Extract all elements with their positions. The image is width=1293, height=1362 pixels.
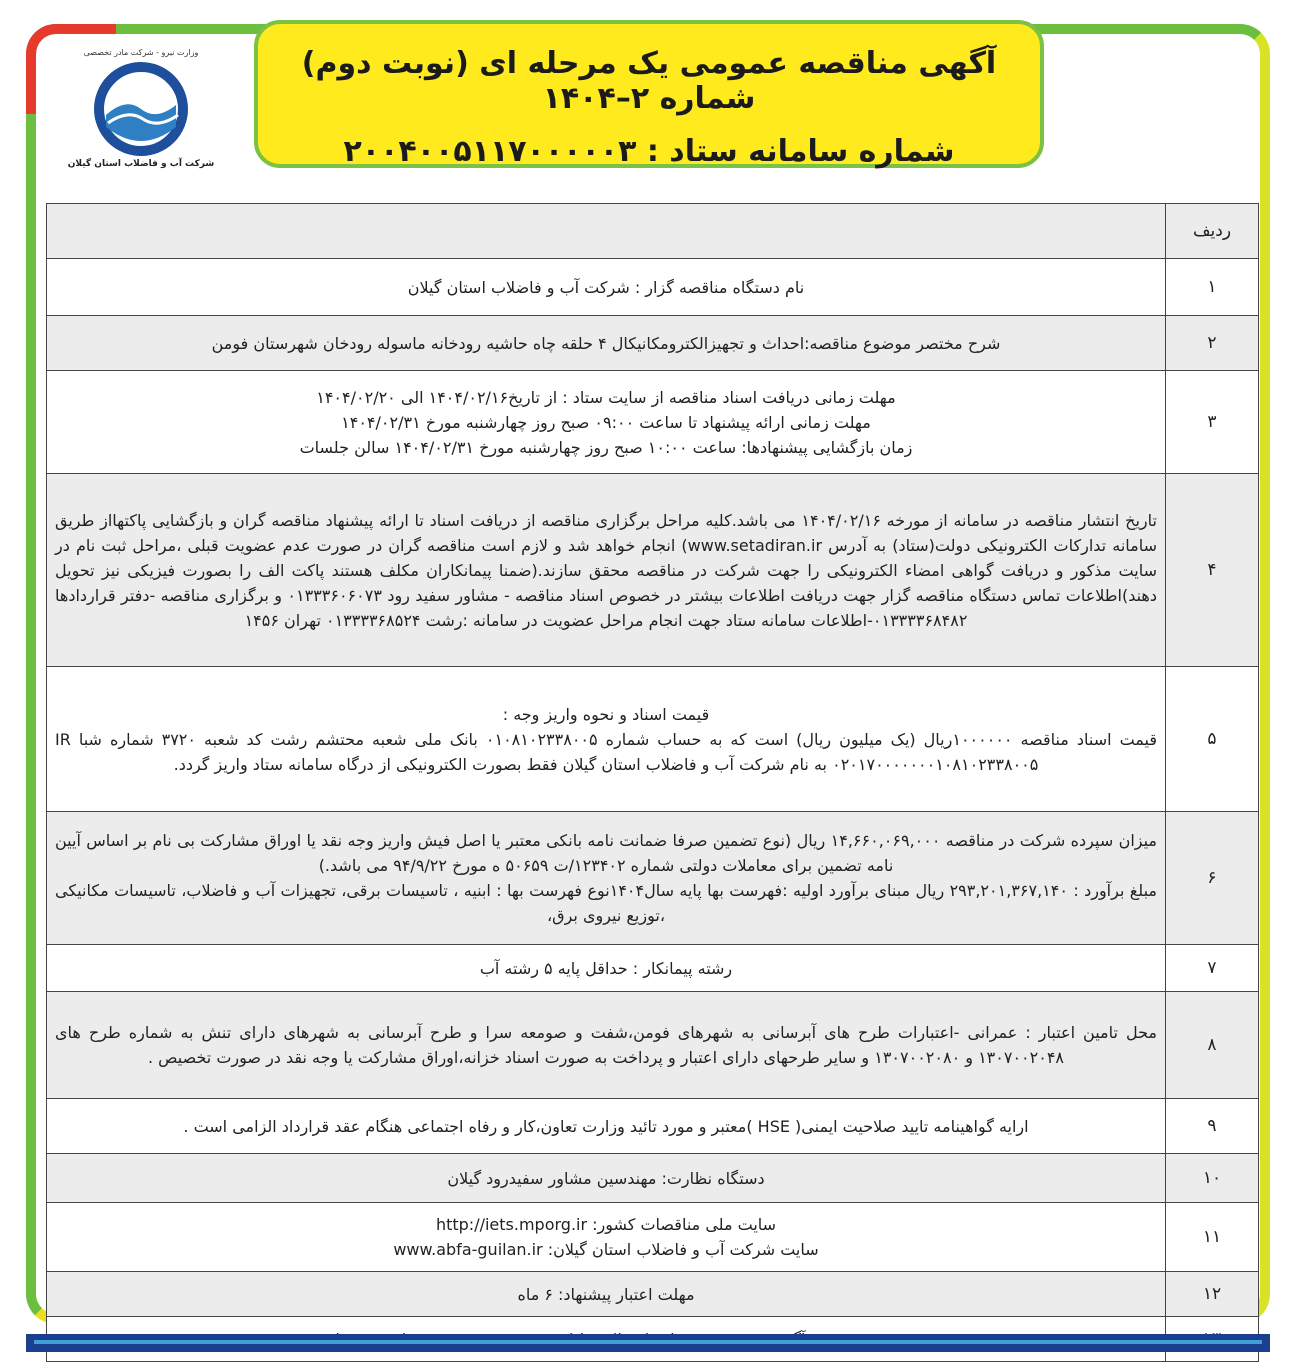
row-text-line[interactable]: سایت ملی مناقصات کشور: http://iets.mporg.ir: [435, 1215, 777, 1234]
row-text-line: قیمت اسناد مناقصه ۱۰۰۰۰۰۰ریال (یک میلیون ریال) است که به حساب شماره ۰۱۰۸۱۰۲۳۳۸۰۰۵ بانک ملی شعبه محتشم رشت کد شعبه ۳۷۲۰ شماره شبا IR ۰۲۰۱۷۰۰۰۰۰۰۰۱۰۸۱۰۲۳۳۸۰۰۵ به نام شرکت آب و فاضلاب استان گیلان فقط بصورت الکترونیکی از درگاه سامانه ستاد واریز گردد.: [55, 729, 1158, 774]
table-row: [47, 1203, 1259, 1272]
table-row: [47, 992, 1259, 1099]
row-content: [47, 992, 1166, 1099]
header-blank-cell: [47, 204, 1166, 259]
row-content: [47, 1203, 1166, 1272]
row-number: ۷: [1166, 945, 1259, 992]
row-content: [47, 316, 1166, 371]
table-row: [47, 371, 1259, 474]
table-row: [47, 316, 1259, 371]
row-text-line: محل تامین اعتبار : عمرانی -اعتبارات طرح های آبرسانی به شهرهای فومن،شفت و صومعه سرا و طرح آبرسانی به شهرهای دارای تنش به شماره طرح های ۱۳۰۷۰۰۲۰۴۸ و ۱۳۰۷۰۰۲۰۸۰ و سایر طرحهای دارای اعتبار و پرداخت به صورت اسناد خزانه،اوراق مشارکت یا وجه نقد در صورت تخصیص .: [55, 1023, 1157, 1067]
table-row: [47, 945, 1259, 992]
row-text-line: شرح مختصر موضوع مناقصه:احداث و تجهیزالکترومکانیکال ۴ حلقه چاه حاشیه رودخانه ماسوله رودخان شهرستان فومن: [211, 333, 1001, 353]
table-row: [47, 812, 1259, 945]
table-row: [47, 259, 1259, 316]
row-number: ۵: [1166, 667, 1259, 812]
row-content: [47, 812, 1166, 945]
row-number: ۶: [1166, 812, 1259, 945]
row-number: ۳: [1166, 371, 1259, 474]
row-content: [47, 1154, 1166, 1203]
table-row: [47, 1272, 1259, 1317]
row-content: [47, 945, 1166, 992]
row-text-line: نام دستگاه مناقصه گزار : شرکت آب و فاضلاب استان گیلان: [407, 277, 805, 297]
table-row: [47, 1154, 1259, 1203]
row-text-line: مهلت زمانی ارائه پیشنهاد تا ساعت ۰۹:۰۰ صبح روز چهارشنبه مورخ ۱۴۰۴/۰۲/۳۱: [341, 412, 871, 432]
row-text-line: زمان بازگشایی پیشنهادها: ساعت ۱۰:۰۰ صبح روز چهارشنبه مورخ ۱۴۰۴/۰۲/۳۱ سالن جلسات: [299, 437, 913, 457]
water-drop-icon: [86, 57, 196, 157]
row-text-line: دستگاه نظارت: مهندسین مشاور سفیدرود گیلان: [447, 1168, 765, 1188]
row-number: ۱: [1166, 259, 1259, 316]
notice-header: [254, 20, 1044, 168]
row-number: ۱۱: [1166, 1203, 1259, 1272]
company-logo: [66, 48, 216, 188]
row-text-line[interactable]: سایت شرکت آب و فاضلاب استان گیلان: www.abfa-guilan.ir: [393, 1240, 819, 1259]
row-number: ۸: [1166, 992, 1259, 1099]
row-text-line: قیمت اسناد و نحوه واریز وجه :: [502, 704, 710, 724]
table-header-row: [47, 204, 1259, 259]
row-content: [47, 259, 1166, 316]
row-content: [47, 474, 1166, 667]
table-row: [47, 1099, 1259, 1154]
row-number: ۹: [1166, 1099, 1259, 1154]
table-row: [47, 474, 1259, 667]
tender-table: [46, 203, 1259, 1362]
row-content: [47, 1272, 1166, 1317]
row-text-line: مبلغ برآورد : ۲۹۳,۲۰۱,۳۶۷,۱۴۰ ریال مبنای برآورد اولیه :فهرست بها پایه سال۱۴۰۴نوع فهرست بها : ابنیه ، تاسیسات برقی، تجهیزات آب و فاضلاب، تاسیسات مکانیکی ،توزیع نیروی برق،: [55, 881, 1158, 925]
row-content: [47, 371, 1166, 474]
row-text-line[interactable]: تاریخ انتشار مناقصه در سامانه از مورخه ۱۴۰۴/۰۲/۱۶ می باشد.کلیه مراحل برگزاری مناقصه از دریافت اسناد تا ارائه پیشنهاد مناقصه گران و بازگشایی پاکتهااز طریق سامانه تدارکات الکترونیکی دولت(ستاد) به آدرس www.setadiran.ir) انجام خواهد شد و لازم است مناقصه گران در صورت عدم عضویت قبلی ،مراحل ثبت نام در سایت مذکور و دریافت گواهی امضاء الکترونیکی را جهت شرکت در مناقصه محقق سازند.(ضمنا پیمانکاران مکلف هستند پاکت الف را بصورت فیزیکی نیز تحویل دهند)اطلاعات تماس دستگاه مناقصه گزار جهت دریافت اطلاعات بیشتر در خصوص اسناد مناقصه - مشاور سفید رود ۰۱۳۳۳۶۰۶۰۷۳ و برگزاری مناقصه -دفتر قراردادها ۰۱۳۳۳۳۶۸۴۸۲-اطلاعات سامانه ستاد جهت انجام مراحل عضویت در سامانه :رشت ۰۱۳۳۳۳۶۸۵۲۴ تهران ۱۴۵۶: [55, 510, 1157, 630]
notice-title: آگهی مناقصه عمومی یک مرحله ای (نوبت دوم) شماره ۲–۱۴۰۴: [301, 46, 997, 116]
row-text-line: مهلت اعتبار پیشنهاد: ۶ ماه: [517, 1284, 695, 1304]
logo-caption: شرکت آب و فاضلاب استان گیلان: [67, 159, 215, 169]
row-number-header: ردیف: [1166, 204, 1259, 259]
row-number: ۴: [1166, 474, 1259, 667]
row-text-line: میزان سپرده شرکت در مناقصه ۱۴,۶۶۰,۰۶۹,۰۰۰ ریال (نوع تضمین صرفا ضمانت نامه بانکی معتبر یا اصل فیش واریز وجه نقد یا اوراق مشارکت بی نام بر اساس آیین نامه تضمین برای معاملات دولتی شماره ۱۲۳۴۰۲/ت ۵۰۶۵۹ ه مورخ ۹۴/۹/۲۲ می باشد.): [55, 831, 1157, 875]
row-number: ۱۰: [1166, 1154, 1259, 1203]
row-content: [47, 667, 1166, 812]
row-text-line: رشته پیمانکار : حداقل پایه ۵ رشته آب: [479, 958, 733, 978]
bottom-band: [26, 1334, 1270, 1352]
row-number: ۲: [1166, 316, 1259, 371]
row-number: ۱۲: [1166, 1272, 1259, 1317]
row-text-line: ارایه گواهینامه تایید صلاحیت ایمنی( HSE )معتبر و مورد تائید وزارت تعاون،کار و رفاه اجتماعی هنگام عقد قرارداد الزامی است .: [183, 1116, 1029, 1136]
row-content: [47, 1099, 1166, 1154]
setad-number: شماره سامانه ستاد : ۲۰۰۴۰۰۵۱۱۷۰۰۰۰۰۳: [343, 134, 955, 169]
row-text-line: مهلت زمانی دریافت اسناد مناقصه از سایت ستاد : از تاریخ۱۴۰۴/۰۲/۱۶ الی ۱۴۰۴/۰۲/۲۰: [316, 387, 896, 407]
table-row: [47, 667, 1259, 812]
logo-arc-text: وزارت نیرو - شرکت مادر تخصصی: [83, 48, 199, 57]
